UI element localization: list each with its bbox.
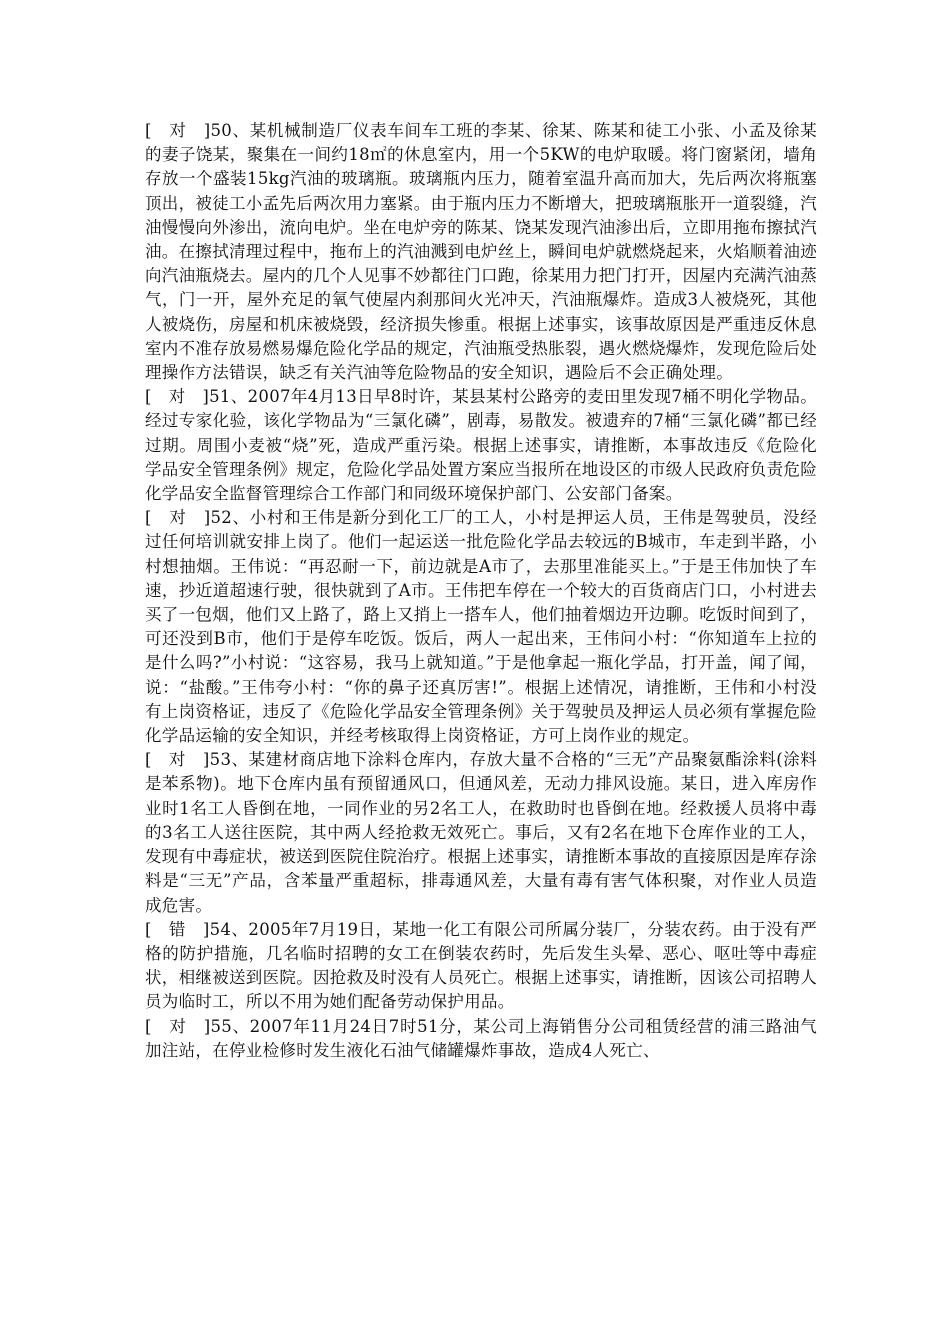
question-text: 54、2005年7月19日，某地一化工有限公司所属分装厂，分装农药。由于没有严格的防护措施，几名临时招聘的女工在倒装农药时，先后发生头晕、恶心、呕吐等中毒症状，相继被送到医院。因抢救及时没有人员死亡。根据上述事实，请推断，因该公司招聘人员为临时工，所以不用为她们配备劳动保护用品。 [145,919,817,1012]
answer-mark: [ 对 ] [145,1016,211,1036]
question-50 [145,119,817,385]
answer-mark: [ 对 ] [145,387,210,407]
question-54 [145,918,817,1015]
answer-mark: [ 对 ] [145,121,211,140]
question-text: 50、某机械制造厂仪表车间车工班的李某、徐某、陈某和徒工小张、小孟及徐某的妻子饶某，聚集在一间约18㎡的休息室内，用一个5KW的电炉取暖。将门窗紧闭，墙角存放一个盛装15kg汽油的玻璃瓶。玻璃瓶内压力，随着室温升高而加大，先后两次将瓶塞顶出，被徒工小孟先后两次用力塞紧。由于瓶内压力不断增大，把玻璃瓶胀开一道裂缝，汽油慢慢向外渗出，流向电炉。坐在电炉旁的陈某、饶某发现汽油渗出后，立即用拖布擦拭汽油。在擦拭清理过程中，拖布上的汽油溅到电炉丝上，瞬间电炉就燃烧起来，火焰顺着油迹向汽油瓶烧去。屋内的几个人见事不妙都往门口跑，徐某用力把门打开，因屋内充满汽油蒸气，门一开，屋外充足的氧气使屋内刹那间火光冲天，汽油瓶爆炸。造成3人被烧死，其他人被烧伤，房屋和机床被烧毁，经济损失惨重。根据上述事实，该事故原因是严重违反休息室内不准存放易燃易爆危险化学品的规定，汽油瓶受热胀裂，遇火燃烧爆炸，发现危险后处理操作方法错误，缺乏有关汽油等危险物品的安全知识，遇险后不会正确处理。 [145,121,818,383]
question-55 [145,1015,817,1063]
question-51 [145,385,817,506]
question-52 [145,506,817,748]
answer-mark: [ 对 ] [145,508,211,528]
question-text: 53、某建材商店地下涂料仓库内，存放大量不合格的“三无”产品聚氨酯涂料(涂料是苯系物)。地下仓库内虽有预留通风口，但通风差，无动力排风设施。某日，进入库房作业时1名工人昏倒在地，一同作业的另2名工人，在救助时也昏倒在地。经救援人员将中毒的3名工人送往医院，其中两人经抢救无效死亡。事后，又有2名在地下仓库作业的工人，发现有中毒症状，被送到医院住院治疗。根据上述事实，请推断本事故的直接原因是库存涂料是“三无”产品，含苯量严重超标，排毒通风差，大量有毒有害气体积聚，对作业人员造成危害。 [145,750,818,915]
question-text: 52、小村和王伟是新分到化工厂的工人，小村是押运人员，王伟是驾驶员，没经过任何培训就安排上岗了。他们一起运送一批危险化学品去较远的B城市，车走到半路，小村想抽烟。王伟说：“再忍耐一下，前边就是A市了，去那里准能买上。”于是王伟加快了车速，抄近道超速行驶，很快就到了A市。王伟把车停在一个较大的百货商店门口，小村进去买了一包烟，他们又上路了，路上又捎上一搭车人，他们抽着烟边开边聊。吃饭时间到了，可还没到B市，他们于是停车吃饭。饭后，两人一起出来，王伟问小村：“你知道车上拉的是什么吗?”小村说：“这容易，我马上就知道。”于是他拿起一瓶化学品，打开盖，闻了闻，说：“盐酸。”王伟夸小村：“你的鼻子还真厉害!”。根据上述情况，请推断，王伟和小村没有上岗资格证，违反了《危险化学品安全管理条例》关于驾驶员及押运人员必须有掌握危险化学品运输的安全知识，并经考核取得上岗资格证，方可上岗作业的规定。 [145,508,818,746]
question-text: 55、2007年11月24日7时51分，某公司上海销售分公司租赁经营的浦三路油气加注站，在停业检修时发生液化石油气储罐爆炸事故，造成4人死亡、 [145,1016,817,1060]
question-53 [145,748,817,917]
document-page [145,119,817,1063]
answer-mark: [ 错 ] [145,919,210,939]
question-text: 51、2007年4月13日早8时许，某县某村公路旁的麦田里发现7桶不明化学物品。经过专家化验，该化学物品为“三氯化磷”，剧毒，易散发。被遗弃的7桶“三氯化磷”都已经过期。周围小麦被“烧”死，造成严重污染。根据上述事实，请推断，本事故违反《危险化学品安全管理条例》规定，危险化学品处置方案应当报所在地设区的市级人民政府负责危险化学品安全监督管理综合工作部门和同级环境保护部门、公安部门备案。 [145,387,818,504]
answer-mark: [ 对 ] [145,750,210,770]
